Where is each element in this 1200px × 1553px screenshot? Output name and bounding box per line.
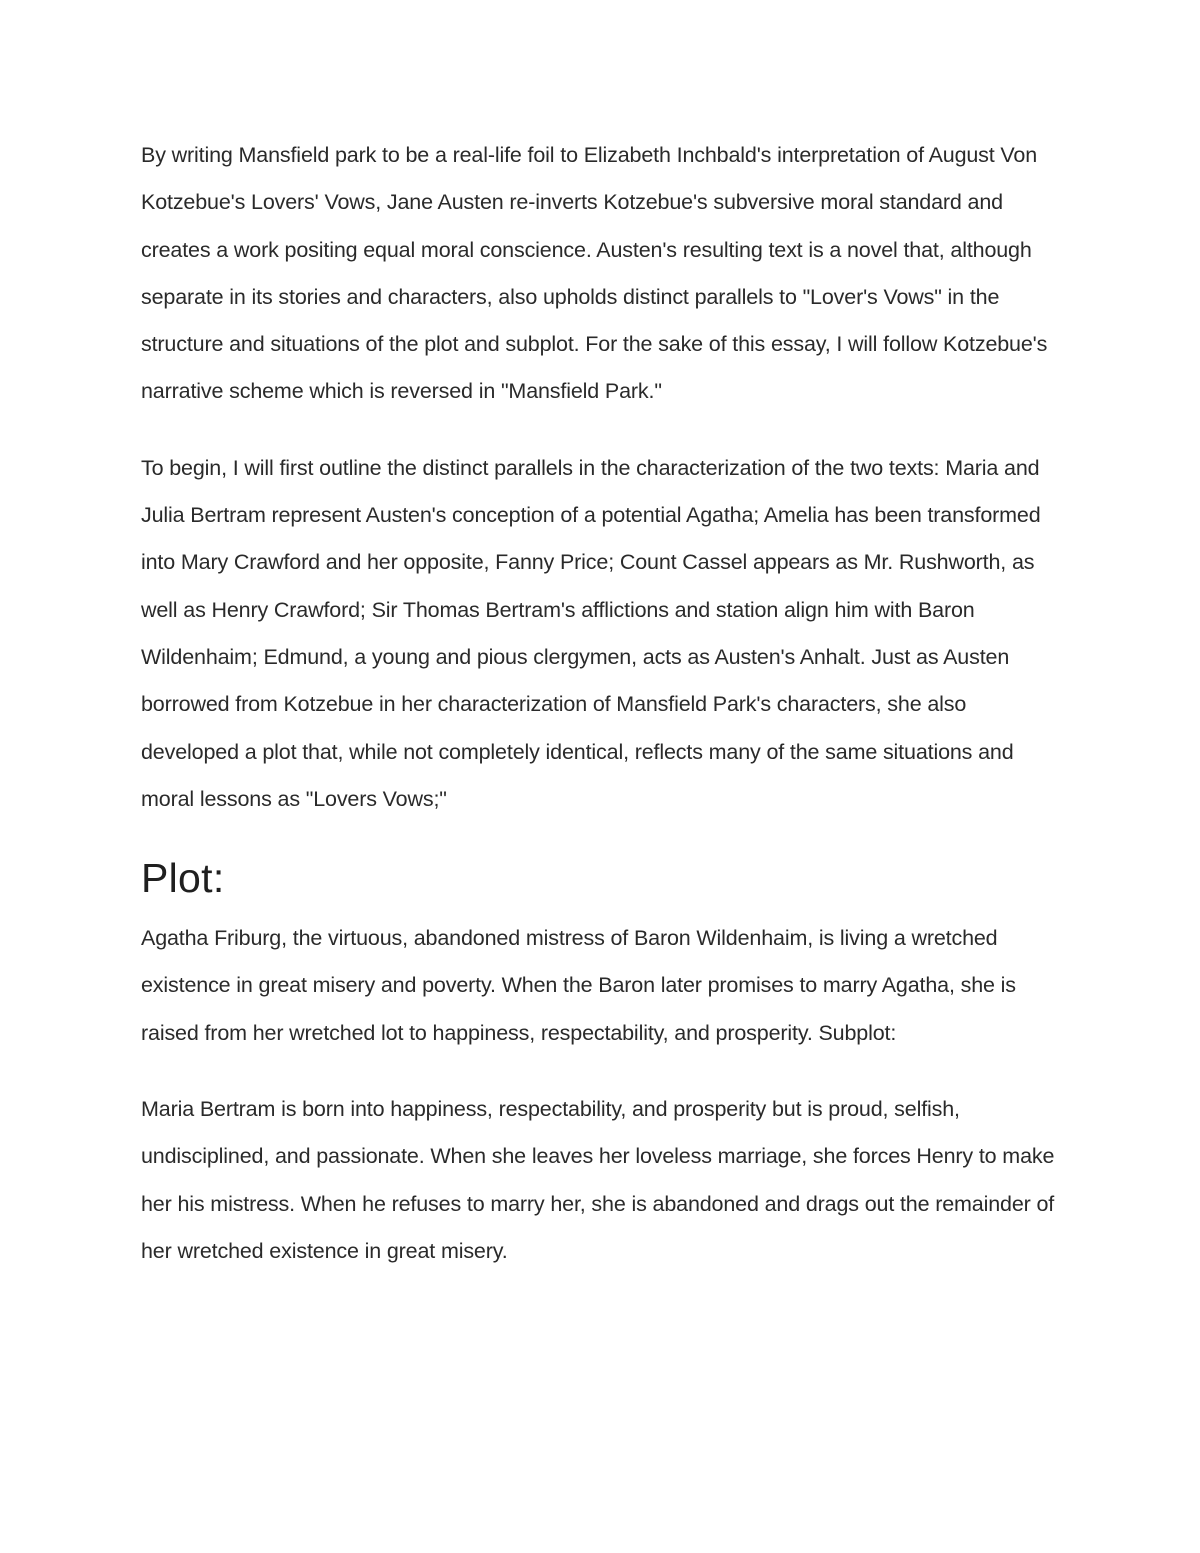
plot-paragraph-2: Maria Bertram is born into happiness, respectability, and prosperity but is proud, selfish, undisciplined, and passionate. When she leaves her loveless marriage, she forces Henry to make her his mistress. When he refuses to marry her, she is abandoned and drags out the remainder of her wretched existence in great misery. [141, 1097, 1055, 1263]
intro-paragraph-1: By writing Mansfield park to be a real-life foil to Elizabeth Inchbald's interpretation of August Von Kotzebue's Lovers' Vows, Jane Austen re-inverts Kotzebue's subversive moral standard and creates a work positing equal moral conscience. Austen's resulting text is a novel that, although separate in its stories and characters, also upholds distinct parallels to "Lover's Vows" in the structure and situations of the plot and subplot. For the sake of this essay, I will follow Kotzebue's narrative scheme which is reversed in "Mansfield Park." [141, 143, 1048, 404]
section-heading-plot: Plot: [141, 855, 225, 902]
document-body [141, 132, 1061, 1304]
intro-paragraph-2: To begin, I will first outline the distinct parallels in the characterization of the two texts: Maria and Julia Bertram represent Austen's conception of a potential Agatha; Amelia has been transformed into Mary Crawford and her opposite, Fanny Price; Count Cassel appears as Mr. Rushworth, as well as Henry Crawford; Sir Thomas Bertram's afflictions and station align him with Baron Wildenhaim; Edmund, a young and pious clergymen, acts as Austen's Anhalt. Just as Austen borrowed from Kotzebue in her characterization of Mansfield Park's characters, she also developed a plot that, while not completely identical, reflects many of the same situations and moral lessons as "Lovers Vows;" [141, 455, 1041, 811]
plot-paragraph-1: Agatha Friburg, the virtuous, abandoned mistress of Baron Wildenhaim, is living a wretched existence in great misery and poverty. When the Baron later promises to marry Agatha, she is raised from her wretched lot to happiness, respectability, and prosperity. Subplot: [141, 926, 1016, 1045]
